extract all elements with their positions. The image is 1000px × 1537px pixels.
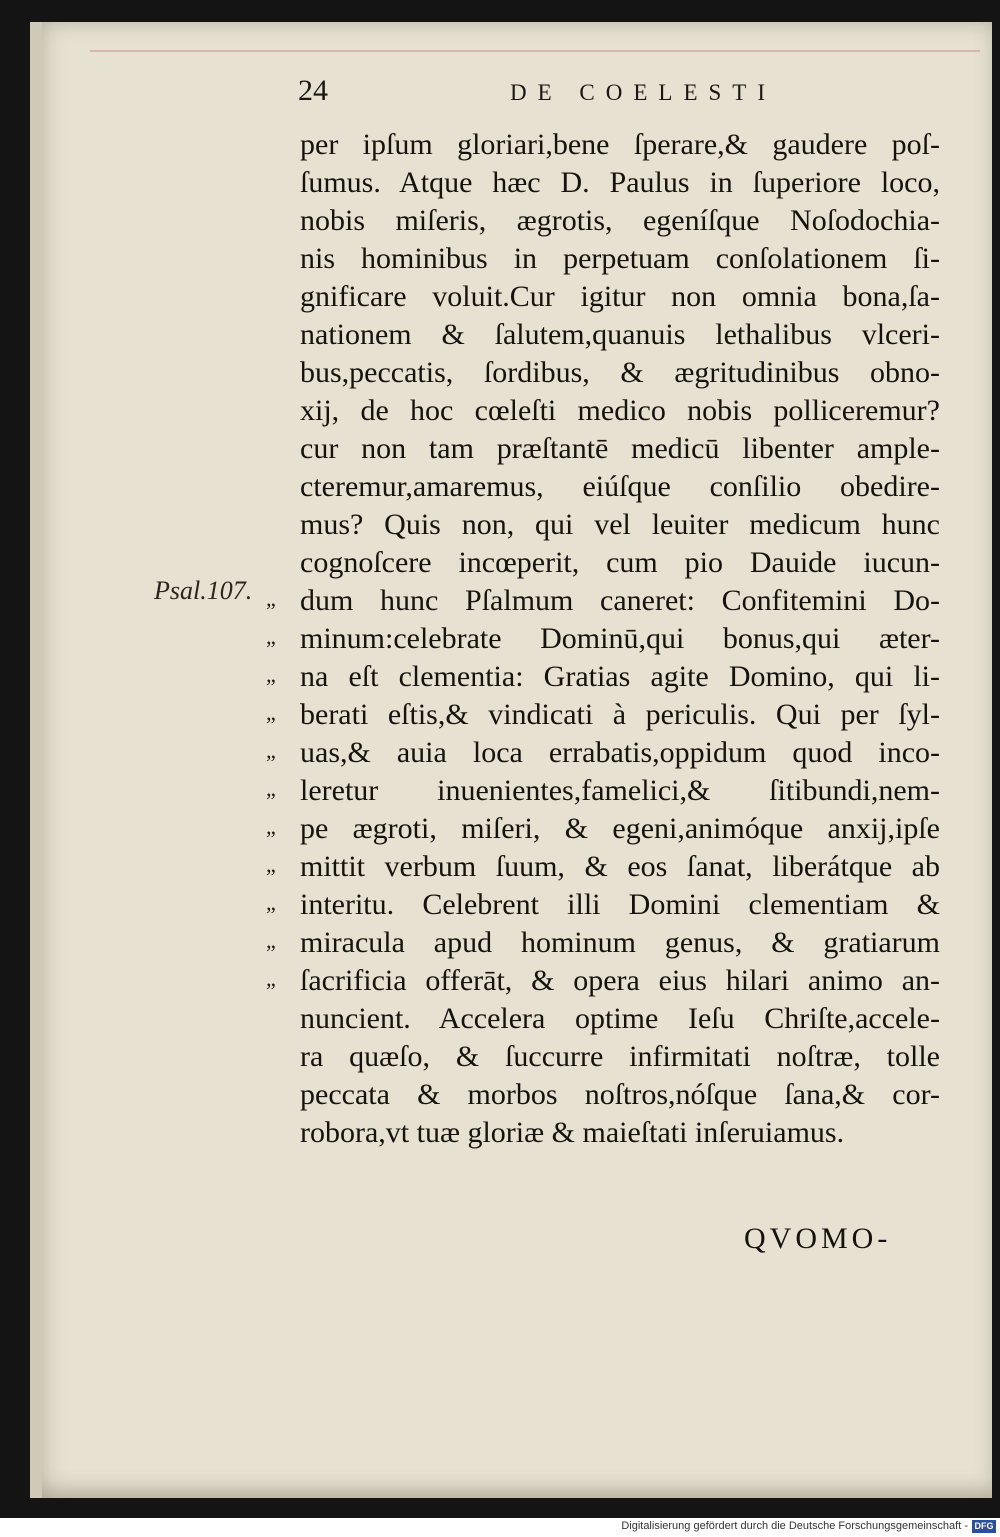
text-line: ſumus. Atque hæc D. Paulus in ſuperiore loco, (300, 166, 940, 199)
text-line: ra quæſo, & ſuccurre infirmitati noſtræ, tolle (300, 1040, 940, 1073)
quote-mark: „ (266, 738, 276, 763)
text-line: nationem & ſalutem,quanuis lethalibus vlceri- (300, 318, 940, 351)
text-line: cur non tam præſtantē medicū libenter ample- (300, 432, 940, 465)
folio-number: 24 (298, 74, 328, 107)
running-title: DE COELESTI (510, 80, 777, 105)
body-text (300, 126, 940, 1152)
quote-mark: „ (266, 586, 276, 611)
quote-mark: „ (266, 928, 276, 953)
quote-mark: „ (266, 776, 276, 801)
text-line: nis hominibus in perpetuam conſolationem ſi- (300, 242, 940, 275)
text-line: ſacrificia offerāt, & opera eius hilari animo an- (300, 964, 940, 997)
text-line: cognoſcere incœperit, cum pio Dauide iucun- (300, 546, 940, 579)
quote-mark: „ (266, 624, 276, 649)
text-line: peccata & morbos noſtros,nóſque ſana,& cor- (300, 1078, 940, 1111)
text-line: miracula apud hominum genus, & gratiarum (300, 926, 940, 959)
text-line: per ipſum gloriari,bene ſperare,& gaudere poſ- (300, 128, 940, 161)
quote-mark: „ (266, 890, 276, 915)
margin-note: Psal.107. (154, 576, 253, 605)
text-line: mus? Quis non, qui vel leuiter medicum hunc (300, 508, 940, 541)
dfg-logo-icon: DFG (972, 1520, 996, 1533)
quote-mark: „ (266, 814, 276, 839)
footer-bar (0, 1518, 1000, 1537)
text-line: interitu. Celebrent illi Domini clementiam & (300, 888, 940, 921)
text-line: cteremur,amaremus, eiúſque conſilio obedire- (300, 470, 940, 503)
text-line: robora,vt tuæ gloriæ & maieſtati inſeruiamus. (300, 1116, 845, 1149)
page-edge (30, 22, 42, 1498)
text-line: nobis miſeris, ægrotis, egeníſque Noſodochia- (300, 204, 940, 237)
text-line: na eſt clementia: Gratias agite Domino, qui li- (300, 660, 940, 693)
quote-mark: „ (266, 966, 276, 991)
catchword: QVOMO- (744, 1222, 892, 1255)
funding-credit: Digitalisierung gefördert durch die Deutsche Forschungsgemeinschaft - (621, 1520, 968, 1532)
quote-mark: „ (266, 700, 276, 725)
quote-mark: „ (266, 852, 276, 877)
text-line: dum hunc Pſalmum caneret: Confitemini Do- (300, 584, 940, 617)
quote-mark: „ (266, 662, 276, 687)
text-line: pe ægroti, miſeri, & egeni,animóque anxij,ipſe (300, 812, 940, 845)
page-header (298, 74, 782, 114)
text-line: gnificare voluit.Cur igitur non omnia bona,ſa- (300, 280, 940, 313)
text-line: berati eſtis,& vindicati à periculis. Qui per ſyl- (300, 698, 940, 731)
text-line: uas,& auia loca errabatis,oppidum quod inco- (300, 736, 940, 769)
text-line: minum:celebrate Dominū,qui bonus,qui æter- (300, 622, 940, 655)
text-line: bus,peccatis, ſordibus, & ægritudinibus obno- (300, 356, 940, 389)
text-line: leretur inuenientes,famelici,& ſitibundi,nem- (300, 774, 940, 807)
top-ruling (90, 50, 980, 52)
text-line: xij, de hoc cœleſti medico nobis polliceremur? (300, 394, 940, 427)
text-line: nuncient. Accelera optime Ieſu Chriſte,accele- (300, 1002, 940, 1035)
text-line: mittit verbum ſuum, & eos ſanat, liberátque ab (300, 850, 940, 883)
